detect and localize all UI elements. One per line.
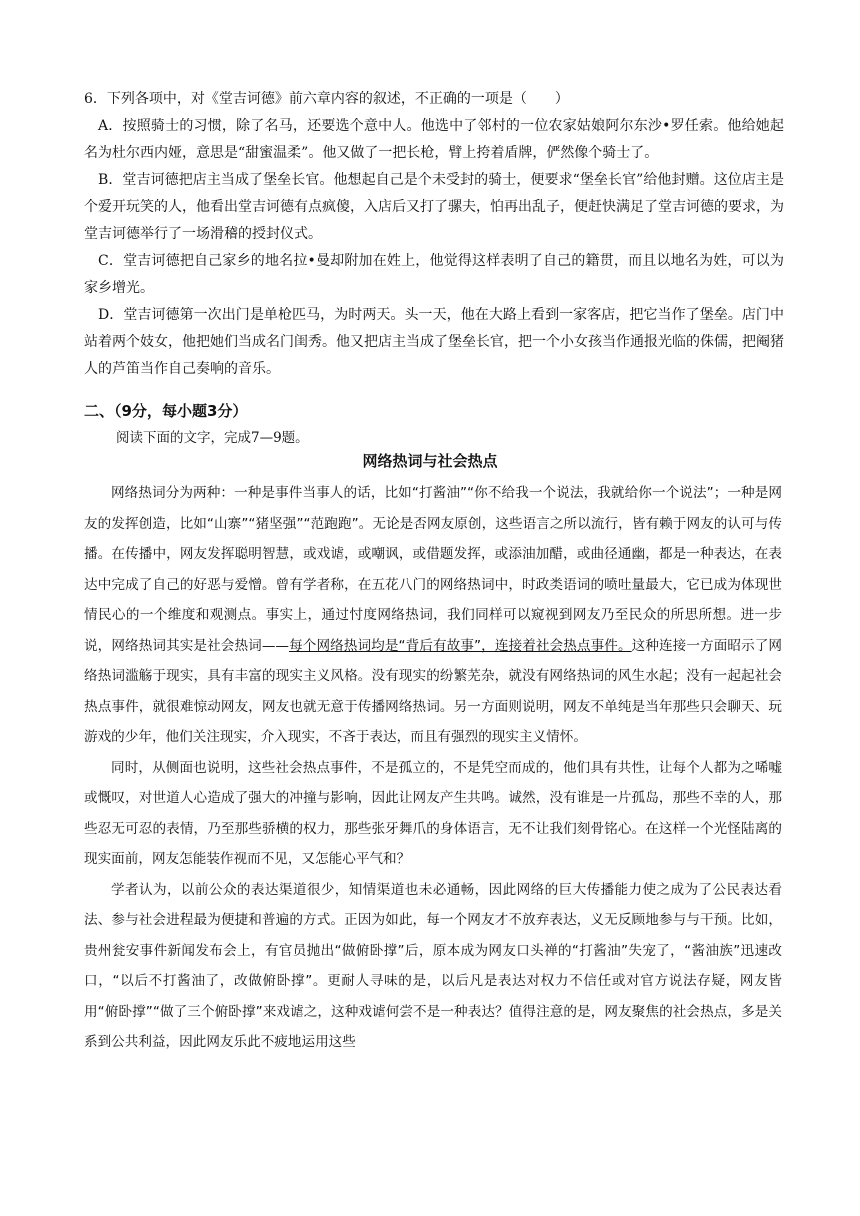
option-b: B．堂吉诃德把店主当成了堡垒长官。他想起自己是个未受封的骑士，便要求“堡垒长官”给他封赠。这位店主是个爱开玩笑的人，他看出堂吉诃德有点疯傻，入店后又打了骡夫，怕再出乱子，便赶快满足了堂吉诃德的要求，为堂吉诃德举行了一场滑稽的授封仪式。 (84, 172, 784, 242)
option-d: D．堂吉诃德第一次出门是单枪匹马，为时两天。头一天，他在大路上看到一家客店，把它当作了堡垒。店门中站着两个妓女，他把她们当成名门闺秀。他又把店主当成了堡垒长官，把一个小女孩当作通报光临的侏儒，把阉猪人的芦笛当作自己奏响的音乐。 (84, 307, 784, 377)
article-body (84, 478, 782, 1058)
article-paragraph-2: 同时，从侧面也说明，这些社会热点事件，不是孤立的，不是凭空而成的，他们具有共性，让每个人都为之唏嘘或慨叹，对世道人心造成了强大的冲撞与影响，因此让网友产生共鸣。诚然，没有谁是一片孤岛，那些不幸的人，那些忍无可忍的表情，乃至那些骄横的权力，那些张牙舞爪的身体语言，无不让我们刻骨铭心。在这样一个光怪陆离的现实面前，网友怎能装作视而不见，又怎能心平气和？ (84, 759, 782, 867)
article-paragraph-1 (84, 478, 782, 753)
section-instruction: 阅读下面的文字，完成7—9题。 (116, 430, 309, 446)
underlined-sentence: 每个网络热词均是“背后有故事”，连接着社会热点事件。 (289, 637, 632, 654)
paragraph-1-text-after: 这种连接一方面昭示了网络热词滥觞于现实，具有丰富的现实主义风格。没有现实的纷繁芜杂，就没有网络热词的风生水起；没有一起起社会热点事件，就很难惊动网友，网友也就无意于传播网络热词。另一方面则说明，网友不单纯是当年那些只会聊天、玩游戏的少年，他们关注现实，介入现实，不吝于表达，而且有强烈的现实主义情怀。 (84, 637, 783, 745)
question-6 (84, 86, 784, 383)
option-a: A．按照骑士的习惯，除了名马，还要选个意中人。他选中了邻村的一位农家姑娘阿尔东沙•罗任索。他给她起名为杜尔西内娅，意思是“甜蜜温柔”。他又做了一把长枪，臂上挎着盾牌，俨然像个骑士了。 (84, 118, 784, 161)
paragraph-1-text-before: 网络热词分为两种：一种是事件当事人的话，比如“打酱油”“你不给我一个说法，我就给你一个说法”；一种是网友的发挥创造，比如“山寨”“猪坚强”“范跑跑”。无论是否网友原创，这些语言之所以流行，皆有赖于网友的认可与传播。在传播中，网友发挥聪明智慧，或戏谑，或嘲讽，或借题发挥，或添油加醋，或曲径通幽，都是一种表达，在表达中完成了自己的好恶与爱憎。曾有学者称，在五花八门的网络热词中，时政类语词的喷吐量最大，它已成为体现世情民心的一个维度和观测点。事实上，通过忖度网络热词，我们同样可以窥视到网友乃至民众的所思所想。进一步说，网络热词其实是社会热词—— (84, 485, 782, 654)
article-title: 网络热词与社会热点 (362, 452, 498, 470)
article-paragraph-3: 学者认为，以前公众的表达渠道很少，知情渠道也未必通畅，因此网络的巨大传播能力使之成为了公民表达看法、参与社会进程最为便捷和普遍的方式。正因为如此，每一个网友才不放弃表达，义无反顾地参与与干预。比如，贵州瓮安事件新闻发布会上，有官员抛出“做俯卧撑”后，原本成为网友口头禅的“打酱油”失宠了，“酱油族”迅速改口，“以后不打酱油了，改做俯卧撑”。更耐人寻味的是，以后凡是表达对权力不信任或对官方说法存疑，网友皆用“俯卧撑”“做了三个俯卧撑”来戏谑之，这种戏谑何尝不是一种表达？值得注意的是，网友聚焦的社会热点，多是关系到公共利益，因此网友乐此不疲地运用这些 (84, 881, 782, 1050)
section-heading: 二、（9分，每小题3分） (84, 402, 248, 420)
question-6-stem: 6．下列各项中，对《堂吉诃德》前六章内容的叙述，不正确的一项是（ ） (84, 91, 569, 107)
option-c: C．堂吉诃德把自己家乡的地名拉•曼却附加在姓上，他觉得这样表明了自己的籍贯，而且以地名为姓，可以为家乡增光。 (84, 253, 784, 296)
